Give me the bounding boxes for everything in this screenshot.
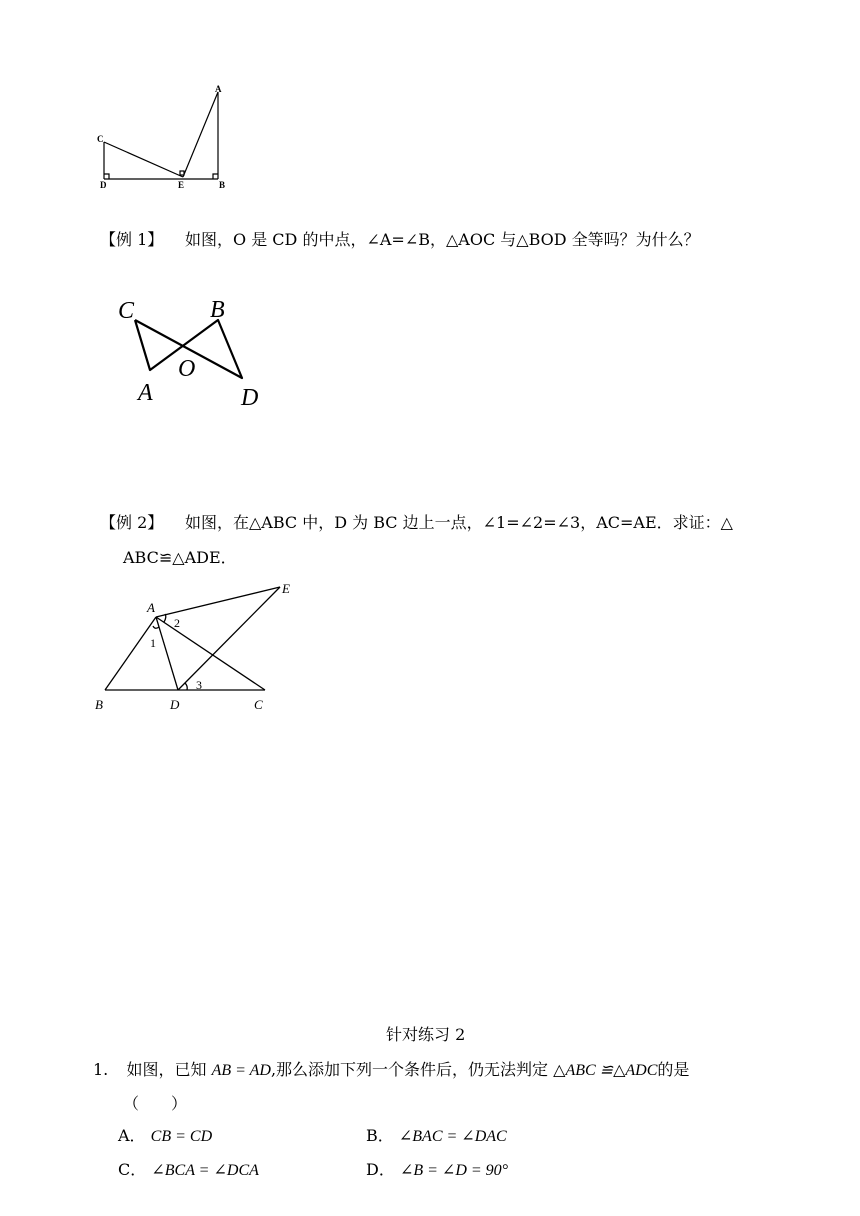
option-d-letter: D．: [366, 1160, 395, 1179]
fig1-label-C: C: [118, 298, 135, 324]
option-c: [118, 1160, 259, 1181]
option-c-text: ∠BCA = ∠DCA: [151, 1162, 259, 1179]
question-1-stem-b: ,那么添加下列一个条件后，仍无法判定: [270, 1060, 549, 1079]
fig2-angle-3: 3: [196, 678, 202, 692]
fig2-label-B: B: [95, 697, 103, 712]
fig1-label-A: A: [138, 380, 153, 406]
example1-text: 如图，O 是 CD 的中点，∠A=∠B，△AOC 与△BOD 全等吗？为什么？: [185, 230, 700, 249]
example2-tag: 【例 2】: [100, 513, 164, 532]
fig1-label-B: B: [210, 297, 225, 323]
question-1-math-ab-ad: AB = AD: [211, 1062, 271, 1079]
fig1-label-O: O: [178, 356, 196, 382]
fig2-label-A: A: [147, 600, 155, 615]
fig2-label-E: E: [282, 581, 290, 596]
fig0-label-C: C: [97, 134, 104, 144]
figure-right-triangles: [90, 80, 240, 195]
question-1-stem-c: 的是: [657, 1060, 690, 1079]
option-a: [118, 1126, 212, 1147]
fig0-label-E: E: [178, 180, 185, 190]
figure-example1: [110, 290, 280, 415]
fig0-label-B: B: [219, 180, 226, 190]
question-1-number: 1.: [93, 1060, 109, 1079]
fig2-angle-1: 1: [150, 636, 156, 650]
practice-title: 针对练习 2: [386, 1025, 466, 1044]
fig2-label-D: D: [170, 697, 180, 712]
question-1-math-congruence: △ABC ≌△ADC: [553, 1062, 658, 1079]
option-d-text: ∠B = ∠D = 90°: [399, 1162, 509, 1179]
fig2-label-C: C: [254, 697, 263, 712]
option-a-text: CB = CD: [150, 1128, 213, 1145]
option-b-letter: B．: [366, 1126, 394, 1145]
example2-line2: ABC≌△ADE．: [123, 548, 237, 567]
fig2-angle-2: 2: [174, 616, 180, 630]
figure-example2: [90, 575, 305, 715]
question-1-stem: [93, 1060, 689, 1081]
example1-tag: 【例 1】: [100, 230, 164, 249]
fig1-label-D: D: [241, 385, 259, 411]
option-c-letter: C．: [118, 1160, 147, 1179]
option-b: [366, 1126, 507, 1147]
question-1-answer-blank: （ ）: [123, 1094, 188, 1113]
question-1-stem-a: 如图，已知: [126, 1060, 207, 1079]
option-b-text: ∠BAC = ∠DAC: [398, 1128, 507, 1145]
example2-line1: 如图，在△ABC 中，D 为 BC 边上一点，∠1=∠2=∠3，AC=AE．求证：△: [185, 513, 733, 532]
fig0-label-D: D: [100, 180, 107, 190]
option-d: [366, 1160, 508, 1181]
fig0-label-A: A: [215, 84, 222, 94]
option-a-letter: A．: [118, 1126, 146, 1145]
